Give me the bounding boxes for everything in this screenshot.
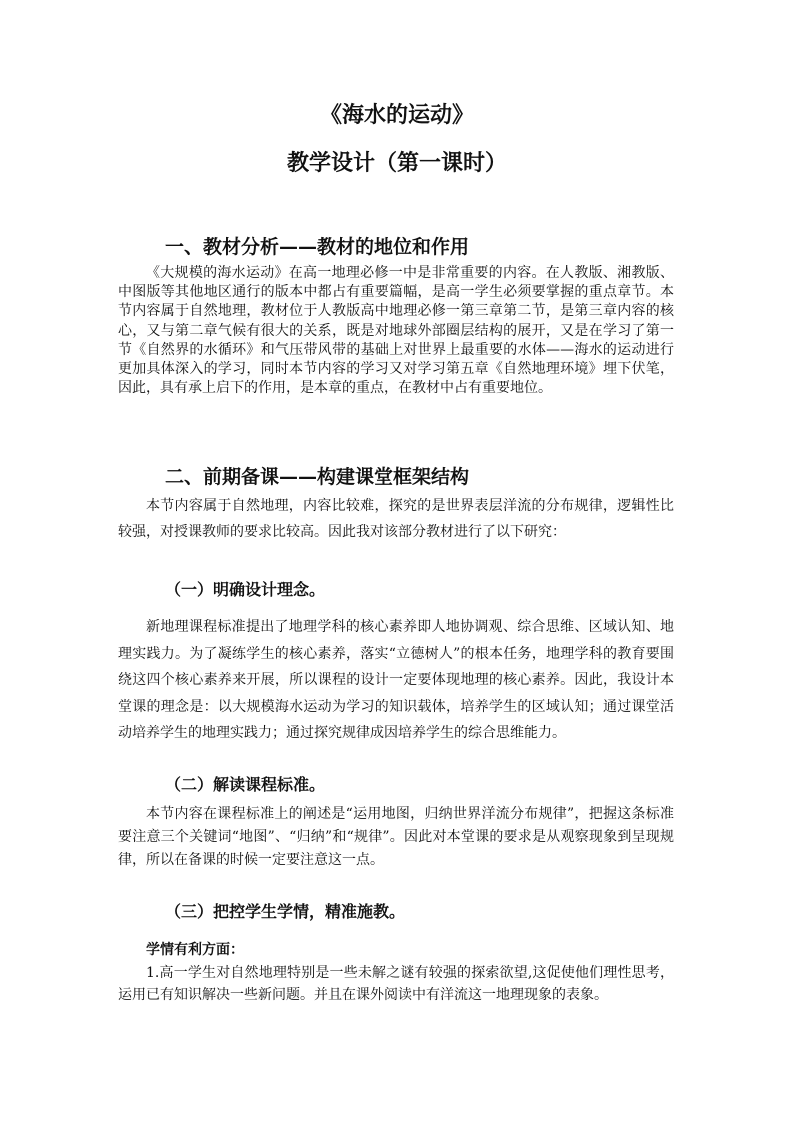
subsection1-heading: （一）明确设计理念。 [165, 580, 326, 599]
section2-heading: 二、前期备课——构建课堂框架结构 [165, 466, 470, 488]
section1-heading: 一、教材分析——教材的地位和作用 [165, 236, 470, 258]
section2-intro: 本节内容属于自然地理，内容比较难，探究的是世界表层洋流的分布规律，逻辑性比较强，对授课教师的要求比较高。因此我对该部分教材进行了以下研究： [118, 498, 674, 540]
document-title: 《海水的运动》 [319, 102, 474, 128]
document-subtitle: 教学设计（第一课时） [286, 150, 507, 176]
subsection2-heading: （二）解读课程标准。 [165, 775, 326, 794]
subsection3-heading: （三）把控学生学情，精准施教。 [165, 902, 406, 921]
section1-paragraph: 《大规模的海水运动》在高一地理必修一中是非常重要的内容。在人教版、湘教版、中图版等其他地区通行的版本中都占有重要篇幅，是高一学生必须要掌握的重点章节。本节内容属于自然地理，教材位于人教版高中地理必修一第三章第二节，是第三章内容的核心，又与第二章气候有很大的关系，既是对地球外部圈层结构的展开，又是在学习了第一节《自然界的水循环》和气压带风带的基础上对世界上最重要的水体——海水的运动进行更加具体深入的学习，同时本节内容的学习又对学习第五章《自然地理环境》埋下伏笔，因此，具有承上启下的作用，是本章的重点，在教材中占有重要地位。 [118, 265, 674, 397]
subsection2-paragraph: 本节内容在课程标准上的阐述是“运用地图，归纳世界洋流分布规律”，把握这条标准要注意三个关键词“地图”、“归纳”和“规律”。因此对本堂课的要求是从观察现象到呈现规律，所以在备课的时候一定要注意这一点。 [118, 806, 674, 868]
subsection1-paragraph: 新地理课程标准提出了地理学科的核心素养即人地协调观、综合思维、区域认知、地理实践力。为了凝练学生的核心素养，落实“立德树人”的根本任务，地理学科的教育要围绕这四个核心素养来开展，所以课程的设计一定要体现地理的核心素养。因此，我设计本堂课的理念是：以大规模海水运动为学习的知识载体，培养学生的区域认知；通过课堂活动培养学生的地理实践力；通过探究规律成因培养学生的综合思维能力。 [118, 619, 674, 741]
favorable-label: 学情有利方面： [146, 942, 244, 958]
favorable-item-1: 1.高一学生对自然地理特别是一些未解之谜有较强的探索欲望,这促使他们理性思考，运用已有知识解决一些新问题。并且在课外阅读中有洋流这一地理现象的表象。 [118, 965, 674, 1003]
